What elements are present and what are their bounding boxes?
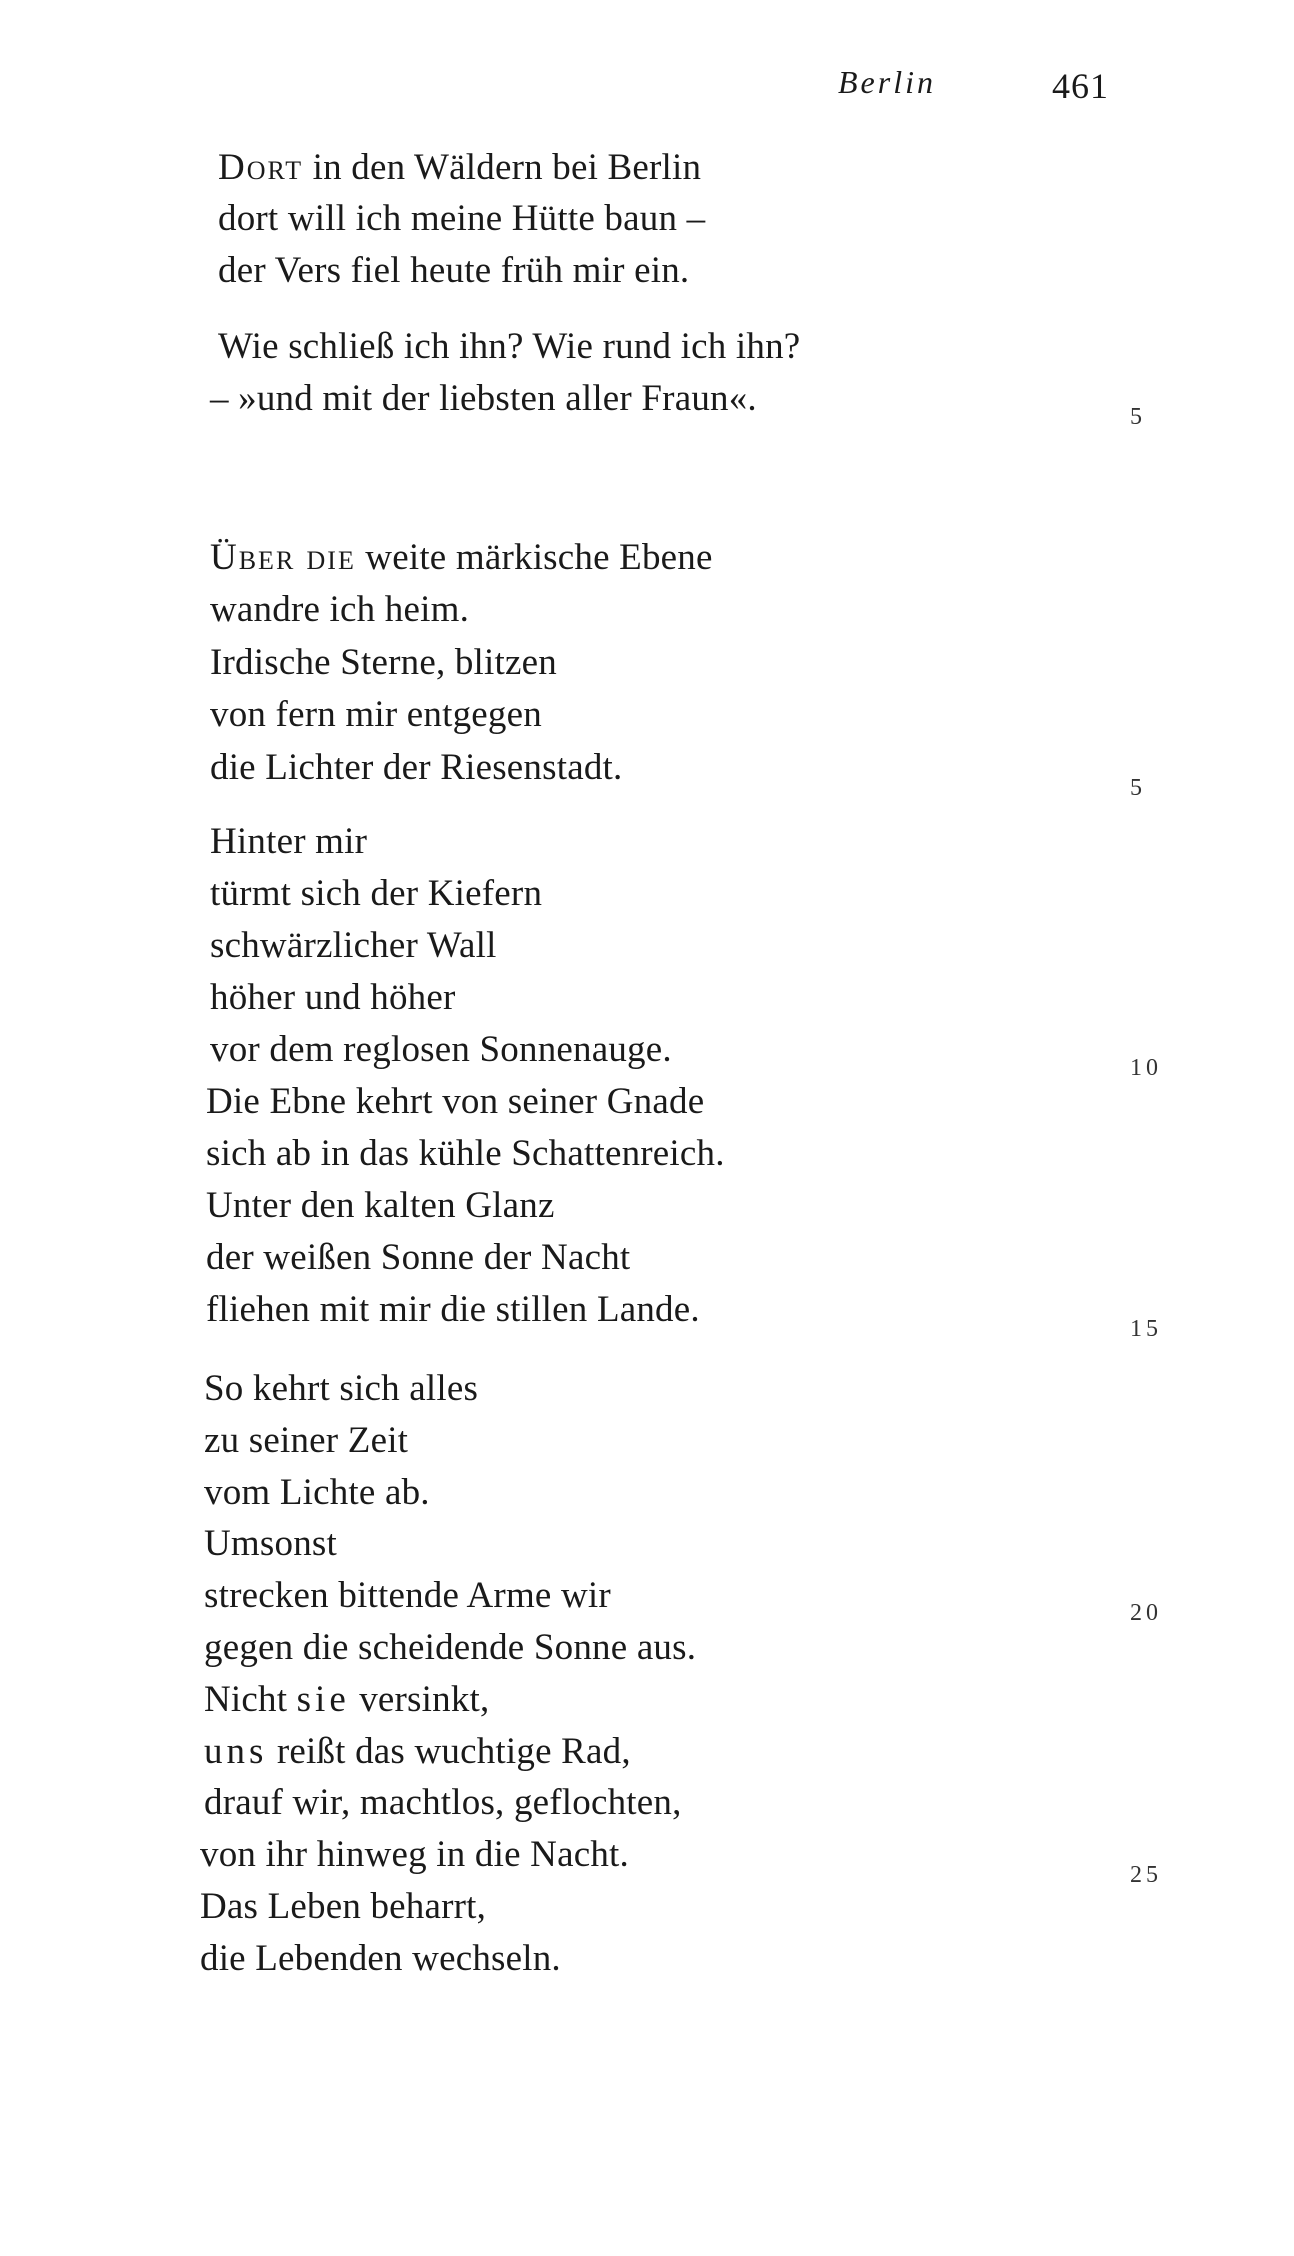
verse-line: die Lichter der Riesenstadt. — [210, 747, 623, 788]
verse-line: Irdische Sterne, blitzen — [210, 642, 557, 683]
page-number: 461 — [1052, 66, 1109, 106]
verse-line: drauf wir, machtlos, geflochten, — [204, 1782, 682, 1823]
verse-line: Die Ebne kehrt von seiner Gnade — [206, 1081, 705, 1122]
verse-line: der Vers fiel heute früh mir ein. — [218, 250, 690, 291]
verse-line: Hinter mir — [210, 821, 368, 862]
verse-line: die Lebenden wechseln. — [200, 1938, 561, 1979]
verse-line: Unter den kalten Glanz — [206, 1185, 555, 1226]
verse-line — [204, 1729, 631, 1775]
verse-line: Das Leben beharrt, — [200, 1886, 487, 1927]
verse-line — [218, 145, 701, 191]
verse-line: der weißen Sonne der Nacht — [206, 1237, 631, 1278]
verse-emphasis: sie — [296, 1679, 350, 1720]
verse-opening-caps: Dort — [218, 147, 304, 188]
verse-line: So kehrt sich alles — [204, 1368, 479, 1409]
verse-line: gegen die scheidende Sonne aus. — [204, 1627, 697, 1668]
line-number: 5 — [1130, 404, 1146, 430]
running-title: Berlin — [838, 64, 936, 100]
line-number: 15 — [1130, 1316, 1162, 1342]
verse-line: vom Lichte ab. — [204, 1472, 430, 1513]
verse-line: Wie schließ ich ihn? Wie rund ich ihn? — [218, 326, 801, 367]
verse-line: höher und höher — [210, 977, 456, 1018]
verse-line: vor dem reglosen Sonnenauge. — [210, 1029, 672, 1070]
line-number: 5 — [1130, 775, 1146, 801]
verse-text: weite märkische Ebene — [355, 537, 713, 578]
verse-line: zu seiner Zeit — [204, 1420, 409, 1461]
verse-text: Nicht — [204, 1679, 297, 1720]
line-number: 20 — [1130, 1600, 1162, 1626]
verse-line: – »und mit der liebsten aller Fraun«. — [210, 378, 757, 419]
verse-line: türmt sich der Kiefern — [210, 873, 543, 914]
verse-emphasis: uns — [204, 1731, 268, 1772]
verse-text: in den Wäldern bei Berlin — [303, 147, 702, 188]
verse-line — [210, 535, 713, 581]
verse-line: dort will ich meine Hütte baun – — [218, 198, 706, 239]
verse-opening-caps: Über die — [210, 537, 356, 578]
verse-line: sich ab in das kühle Schattenreich. — [206, 1133, 725, 1174]
verse-line: Umsonst — [204, 1523, 337, 1564]
verse-line — [204, 1677, 489, 1723]
verse-line: strecken bittende Arme wir — [204, 1575, 611, 1616]
line-number: 10 — [1130, 1055, 1162, 1081]
verse-text: reißt das wuchtige Rad, — [267, 1731, 631, 1772]
verse-line: von fern mir entgegen — [210, 694, 542, 735]
verse-line: wandre ich heim. — [210, 589, 470, 630]
verse-line: von ihr hinweg in die Nacht. — [200, 1834, 629, 1875]
verse-text: versinkt, — [349, 1679, 490, 1720]
verse-line: fliehen mit mir die stillen Lande. — [206, 1289, 700, 1330]
line-number: 25 — [1130, 1862, 1162, 1888]
verse-line: schwärzlicher Wall — [210, 925, 497, 966]
